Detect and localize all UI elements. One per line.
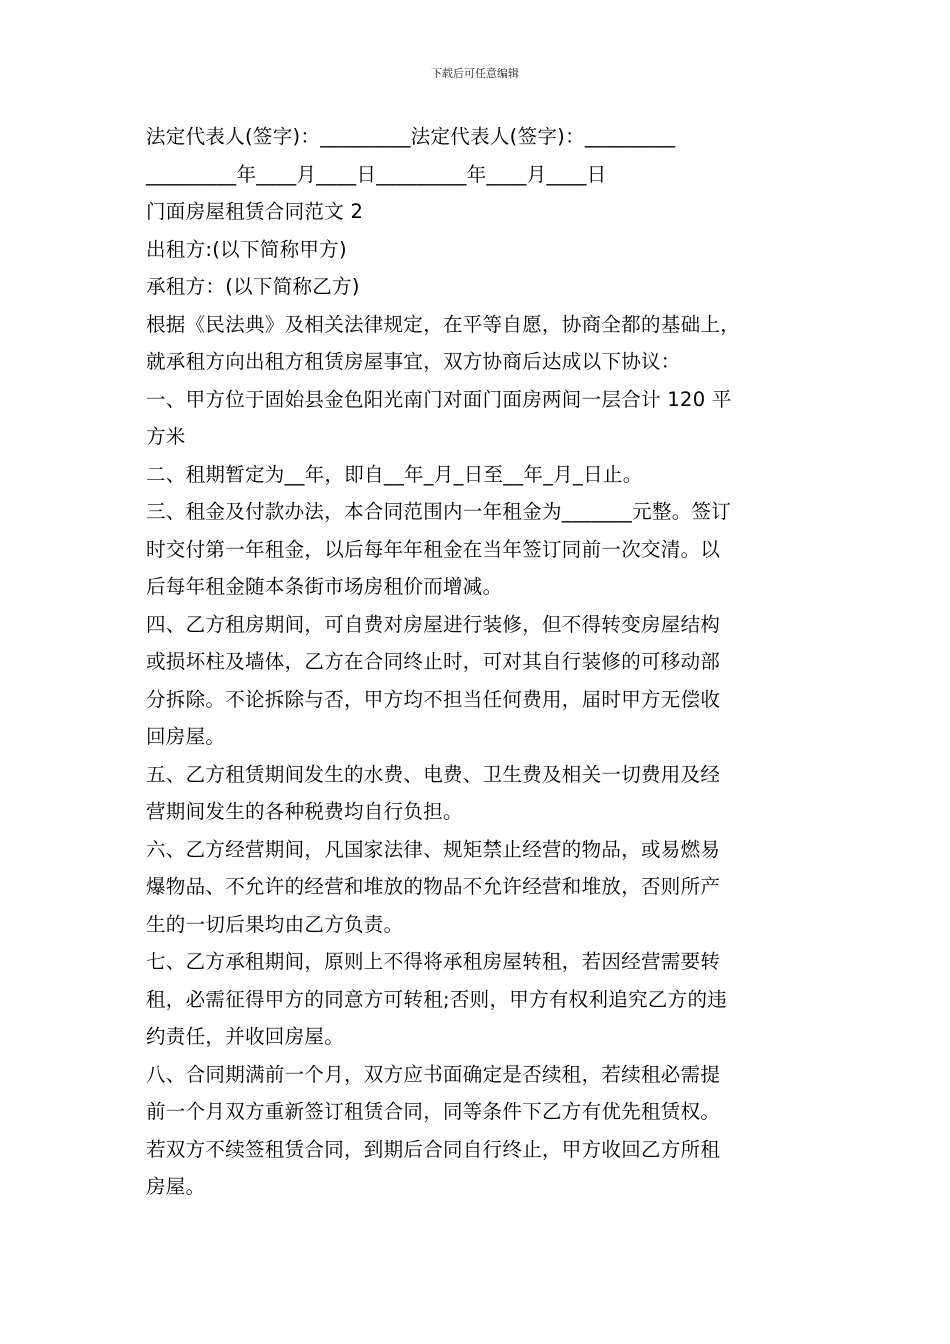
text-line: 六、乙方经营期间，凡国家法律、规矩禁止经营的物品，或易燃易 xyxy=(146,837,721,861)
text-line: 法定代表人(签字)：_________法定代表人(签字)：_________ xyxy=(146,125,676,148)
text-line: 五、乙方租赁期间发生的水费、电费、卫生费及相关一切费用及经 xyxy=(146,762,721,786)
text-line: 后每年租金随本条街市场房租价而增减。 xyxy=(146,575,503,598)
text-line: 承租方：(以下简称乙方) xyxy=(146,275,360,298)
text-line: 生的一切后果均由乙方负责。 xyxy=(146,912,404,936)
text-line: 租，必需征得甲方的同意方可转租;否则，甲方有权利追究乙方的违 xyxy=(146,987,728,1011)
text-line: 一、甲方位于固始县金色阳光南门对面门面房两间一层合计 120 平 xyxy=(146,387,732,411)
text-line: 若双方不续签租赁合同，到期后合同自行终止，甲方收回乙方所租 xyxy=(146,1137,721,1161)
header-note: 下载后可任意编辑 xyxy=(431,67,519,80)
text-line: 二、租期暂定为__年，即自__年_月_日至__年_月_日止。 xyxy=(146,462,643,486)
text-line: 分拆除。不论拆除与否，甲方均不担当任何费用，届时甲方无偿收 xyxy=(146,687,721,711)
text-line: 时交付第一年租金，以后每年年租金在当年签订同前一次交清。以 xyxy=(146,537,721,561)
text-line: 方米 xyxy=(146,425,186,448)
text-line: 房屋。 xyxy=(146,1175,206,1198)
text-line: 营期间发生的各种税费均自行负担。 xyxy=(146,800,463,823)
text-line: 回房屋。 xyxy=(146,725,226,748)
text-line: 爆物品、不允许的经营和堆放的物品不允许经营和堆放，否则所产 xyxy=(146,875,721,898)
text-line: 三、租金及付款办法，本合同范围内一年租金为_______元整。签订 xyxy=(146,500,732,523)
text-line: 四、乙方租房期间，可自费对房屋进行装修，但不得转变房屋结构 xyxy=(146,612,721,636)
document-body xyxy=(146,118,816,1206)
text-line: 或损坏柱及墙体，乙方在合同终止时，可对其自行装修的可移动部 xyxy=(146,650,721,673)
text-line: 出租方:(以下简称甲方) xyxy=(146,237,347,261)
text-line: 八、合同期满前一个月，双方应书面确定是否续租，若续租必需提 xyxy=(146,1062,721,1086)
text-line: 七、乙方承租期间，原则上不得将承租房屋转租，若因经营需要转 xyxy=(146,950,721,973)
text-line: 根据《民法典》及相关法律规定，在平等自愿，协商全都的基础上， xyxy=(146,312,741,336)
section-title: 门面房屋租赁合同范文 2 xyxy=(146,200,364,223)
text-line: 就承租方向出租方租赁房屋事宜，双方协商后达成以下协议： xyxy=(146,350,681,373)
text-line: 约责任，并收回房屋。 xyxy=(146,1025,345,1048)
text-line: 前一个月双方重新签订租赁合同，同等条件下乙方有优先租赁权。 xyxy=(146,1100,721,1123)
text-line: _________年____月____日_________年____月____日 xyxy=(146,162,607,186)
